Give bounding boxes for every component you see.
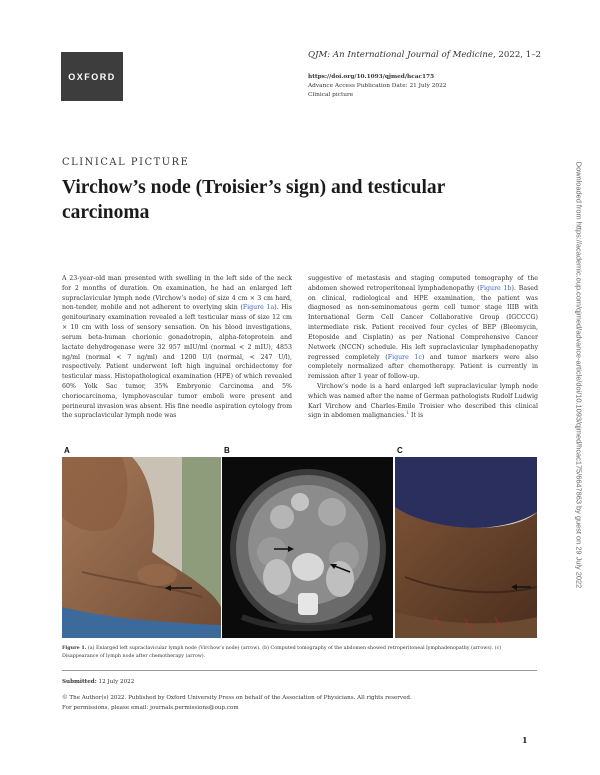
article-title: Virchow’s node (Troisier’s sign) and testicular carcinoma [62,177,445,223]
submitted-line [62,679,134,685]
text-run: ). His genitourinary examination revealed a left testicular mass of size 12 cm × 10 cm with loss of sensory sensation. On his blood investigations, serum beta-human chorionic gonadotropin, alpha-fetoprotein and lactate dehydrogenase were 32 957 mIU/ml (normal < 2 mIU), 4853 ng/ml (normal < 7 ng/ml) and 1200 U/l (normal, < 247 U/l), respectively. Patient underwent left high inguinal orchidectomy for testicular mass. Histopathological examination (HPE) of which revealed 60% Yolk Sac tumor, 35% Embryonic Carcinoma and 5% choriocarcinoma, lymphovascular tumor emboli were present and perineural invasion was absent. His fine needle aspiration cytology from the supraclavicular lymph node was [62,304,292,420]
reference-link-1[interactable]: 1 [406,411,410,417]
figure-label-c: C [397,446,403,455]
figure-label-a: A [64,446,70,455]
caption-label: Figure 1. [62,645,87,651]
download-note [572,160,586,590]
logo-text: OXFORD [68,71,116,82]
footer-divider [62,670,537,671]
figure-link-1b[interactable]: Figure 1b [479,284,512,292]
journal-name: QJM: An International Journal of Medicine [308,50,493,60]
oxford-logo [61,52,123,101]
text-run: suggestive of metastasis and staging computed tomography of the abdomen showed retroperitoneal lymphadenopathy ( [308,275,538,292]
text-run: ) and tumor markers were also completely normalized after chemotherapy. Patient is currently in remission after 1 year of follow-up. [308,353,539,381]
advance-access-date: Advance Access Publication Date: 21 July 2022 [308,83,447,89]
submitted-date: 12 July 2022 [96,679,135,685]
page-number: 1 [522,735,528,745]
figure-panel-b-ct-scan [222,457,393,638]
section-label: CLINICAL PICTURE [62,157,190,168]
body-column-right [308,274,538,421]
doi-link[interactable]: https://doi.org/10.1093/qjmed/hcac175 [308,74,435,80]
submitted-label: Submitted: [62,679,97,685]
caption-text: (a) Enlarged left supraclavicular lymph node (Virchow’s node) (arrow). (b) Computed tomography of the abdomen showed retroperitoneal lymphadenopathy (arrows). (c) Disappearance of lymph node after chemotherapy (arrow). [62,646,502,659]
copyright-footer [62,694,412,713]
figure-caption [62,645,537,660]
journal-year-pages: , 2022, 1–2 [492,50,541,60]
figure-link-1c[interactable]: Figure 1c [387,353,422,361]
download-note-text: Downloaded from https://academic.oup.com/qjmed/advance-article/doi/10.1093/qjmed/hcac175/6647863 by guest on 29 July 2022 [574,161,584,589]
paragraph-discussion [308,382,538,421]
journal-citation [308,50,541,60]
copyright-line: © The Author(s) 2022. Published by Oxford University Press on behalf of the Association of Physicians. All rights reserved. [62,695,412,701]
article-meta [308,73,446,100]
figure-link-1a[interactable]: Figure 1a [242,304,275,312]
figure-label-b: B [224,446,230,455]
paragraph-diagnosis [308,274,538,382]
figure-panel-a-neck-photo [62,457,221,638]
figure-panel-c-neck-photo [395,457,537,638]
text-run: A 23-year-old man presented with swelling in the left side of the neck for 2 months of duration. On examination, he had an enlarged left supraclavicular lymph node (Virchow’s node) of size 4 cm × 3 cm hard, non-tender, mobile and not adherent to overlying skin ( [62,275,292,312]
text-run: It is [409,412,424,420]
article-type: Clinical picture [308,92,354,98]
body-column-left [62,274,292,421]
permissions-line: For permissions, please email: journals.permissions@oup.com [62,704,239,711]
text-run: Virchow’s node is a hard enlarged left supraclavicular lymph node which was named after the name of German pathologists Rudolf Ludwig Karl Virchow and Charles-Emile Troisier who described this clinical sign in abdomen malignancies. [308,382,538,420]
text-run: ). Based on clinical, radiological and HPE examination, the patient was diagnosed as non-seminomatous germ cell tumor stage IIIB with International Germ Cell Cancer Collaborative Group (IGCCCG) intermediate risk. Patient received four cycles of BEP (Bleomycin, Etoposide and Cisplatin) as per National Comprehensive Cancer Network (NCCN) schedule. His left supraclavicular lymphadenopathy regressed completely ( [308,284,539,361]
paragraph-case-presentation [62,274,292,421]
